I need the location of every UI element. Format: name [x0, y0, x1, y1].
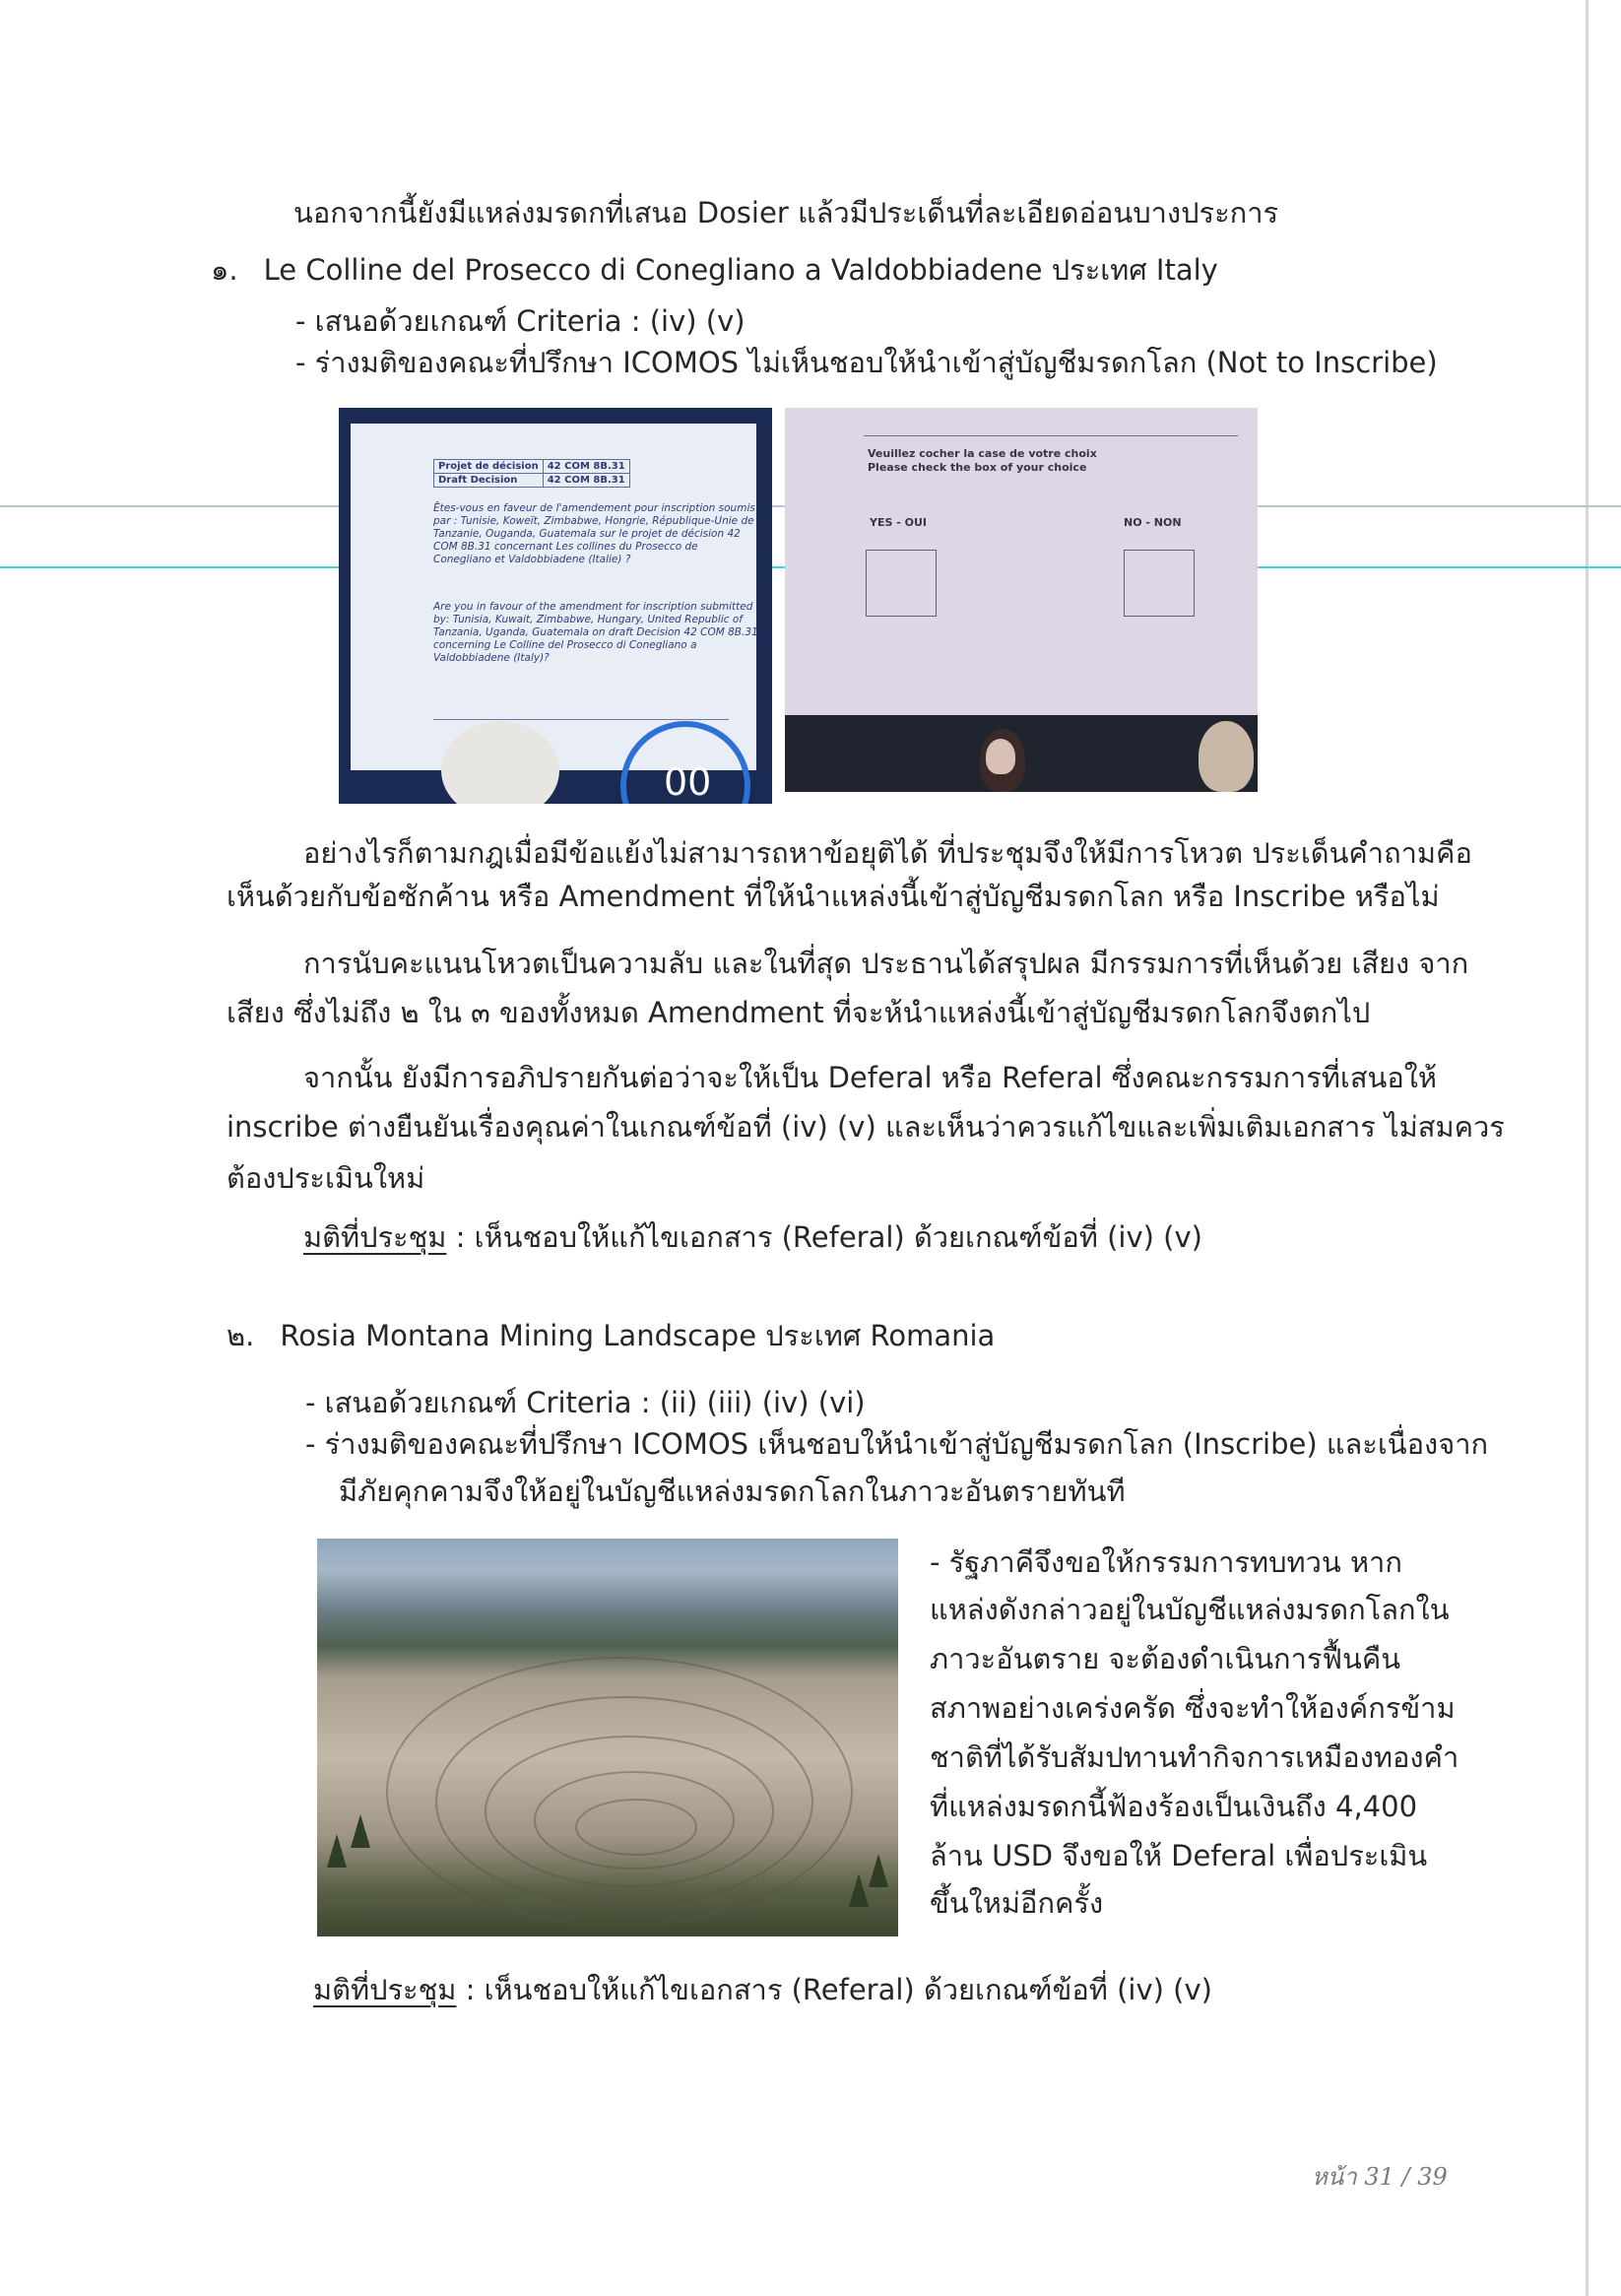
item1-para3-line3: ต้องประเมินใหม่	[227, 1161, 425, 1195]
item2-side-line: - รัฐภาคีจึงขอให้กรรมการทบทวน หาก	[930, 1545, 1402, 1579]
row1-label: Projet de décision	[434, 460, 544, 474]
photo-open-pit-mine	[317, 1539, 898, 1936]
page-edge	[1586, 0, 1589, 2296]
no-checkbox	[1124, 550, 1195, 617]
intro-line: นอกจากนี้ยังมีแหล่งมรดกที่เสนอ Dosier แล้วมีประเด็นที่ละเอียดอ่อนบางประการ	[293, 196, 1279, 230]
tree	[351, 1814, 370, 1848]
item1-para1-line1: อย่างไรก็ตามกฎเมื่อมีข้อแย้งไม่สามารถหาข้อยุติได้ ที่ประชุมจึงให้มีการโหวต ประเด็นคำถามคือ	[303, 836, 1472, 870]
row1-value: 42 COM 8B.31	[543, 460, 629, 474]
draft-decision-table	[433, 459, 630, 488]
tree	[869, 1854, 888, 1887]
person-face	[986, 739, 1015, 774]
item1-number: ๑.	[211, 253, 238, 287]
item2-resolution	[313, 1970, 1212, 2009]
item2-number: ๒.	[227, 1319, 255, 1352]
item2-resolution-text: : เห็นชอบให้แก้ไขเอกสาร (Referal) ด้วยเกณฑ์ข้อที่ (iv) (v)	[456, 1973, 1212, 2006]
item1-criteria: - เสนอด้วยเกณฑ์ Criteria : (iv) (v)	[295, 304, 746, 338]
tree	[327, 1834, 347, 1868]
item1-para2-line1: การนับคะแนนโหวตเป็นความลับ และในที่สุด ประธานได้สรุปผล มีกรรมการที่เห็นด้วย เสียง จาก	[303, 947, 1469, 980]
ballot-instruction-en: Please check the box of your choice	[868, 461, 1087, 474]
photo-draft-decision-screen	[339, 408, 772, 804]
page-number: หน้า 31 / 39	[1312, 2163, 1448, 2191]
projected-screen	[351, 424, 756, 770]
item1-resolution	[303, 1217, 1202, 1257]
item1-para3-line1: จากนั้น ยังมีการอภิปรายกันต่อว่าจะให้เป็น Deferal หรือ Referal ซึ่งคณะกรรมการที่เสนอให้	[303, 1061, 1438, 1094]
item2-resolution-label: มติที่ประชุม	[313, 1973, 457, 2006]
yes-checkbox	[866, 550, 937, 617]
item2-side-line: ขึ้นใหม่อีกครั้ง	[930, 1886, 1104, 1920]
screen-rule	[433, 719, 729, 720]
item1-resolution-text: : เห็นชอบให้แก้ไขเอกสาร (Referal) ด้วยเกณฑ์ข้อที่ (iv) (v)	[446, 1220, 1202, 1254]
item2-side-line: ชาติที่ได้รับสัมปทานทำกิจการเหมืองทองคำ	[930, 1740, 1459, 1774]
item1-icomos: - ร่างมติของคณะที่ปรึกษา ICOMOS ไม่เห็นชอบให้นำเข้าสู่บัญชีมรดกโลก (Not to Inscribe)	[295, 346, 1438, 379]
photo-ballot-screen	[785, 408, 1258, 792]
ballot-instruction-fr: Veuillez cocher la case de votre choix	[868, 447, 1097, 460]
item1-para1-line2: เห็นด้วยกับข้อซักค้าน หรือ Amendment ที่ให้นำแหล่งนี้เข้าสู่บัญชีมรดกโลก หรือ Inscribe หรือไม่	[227, 880, 1440, 913]
item2-title: Rosia Montana Mining Landscape ประเทศ Romania	[280, 1319, 996, 1352]
item2-icomos-line1: - ร่างมติของคณะที่ปรึกษา ICOMOS เห็นชอบให้นำเข้าสู่บัญชีมรดกโลก (Inscribe) และเนื่องจาก	[305, 1427, 1489, 1461]
item2-criteria: - เสนอด้วยเกณฑ์ Criteria : (ii) (iii) (iv) (vi)	[305, 1386, 866, 1419]
no-label: NO - NON	[1124, 516, 1182, 529]
ballot-rule	[864, 435, 1238, 436]
tree	[849, 1873, 869, 1907]
english-question: Are you in favour of the amendment for inscription submitted by: Tunisia, Kuwait, Zimbabwe, Hungary, United Republic of Tanzania, Uganda, Guatemala on draft Decision 42 COM 8B.31 concerning Le Colline del Prosecco di Conegliano a Valdobbiadene (Italy)?	[433, 601, 758, 664]
item2-heading	[227, 1316, 995, 1355]
item1-para3-line2: inscribe ต่างยืนยันเรื่องคุณค่าในเกณฑ์ข้อที่ (iv) (v) และเห็นว่าควรแก้ไขและเพิ่มเติมเอกสาร ไม่สมควร	[227, 1110, 1505, 1144]
item1-para2-line2: เสียง ซึ่งไม่ถึง ๒ ใน ๓ ของทั้งหมด Amendment ที่จะห้นำแหล่งนี้เข้าสู่บัญชีมรดกโลกจึงตกไป	[227, 996, 1371, 1029]
item1-heading	[211, 250, 1218, 290]
item2-side-line: ภาวะอันตราย จะต้องดำเนินการฟื้นคืน	[930, 1642, 1401, 1675]
item2-side-line: สภาพอย่างเคร่งครัด ซึ่งจะทำให้องค์กรข้าม	[930, 1691, 1456, 1725]
item1-resolution-label: มติที่ประชุม	[303, 1220, 447, 1254]
item2-side-line: ที่แหล่งมรดกนี้ฟ้องร้องเป็นเงินถึง 4,400	[930, 1790, 1418, 1823]
row2-label: Draft Decision	[434, 474, 544, 488]
yes-label: YES - OUI	[870, 516, 928, 529]
item2-icomos-line2: มีภัยคุกคามจึงให้อยู่ในบัญชีแหล่งมรดกโลกในภาวะอันตรายทันที	[339, 1475, 1126, 1508]
person-right	[1199, 721, 1254, 792]
pit-terrace	[575, 1799, 697, 1856]
row2-value: 42 COM 8B.31	[543, 474, 629, 488]
item2-side-line: แหล่งดังกล่าวอยู่ในบัญชีแหล่งมรดกโลกใน	[930, 1593, 1450, 1626]
item1-title: Le Colline del Prosecco di Conegliano a Valdobbiadene ประเทศ Italy	[263, 253, 1218, 287]
ballot-screen	[785, 408, 1258, 715]
item2-side-line: ล้าน USD จึงขอให้ Deferal เพื่อประเมิน	[930, 1839, 1428, 1872]
french-question: Êtes-vous en faveur de l'amendement pour inscription soumis par : Tunisie, Koweït, Zimbabwe, Hongrie, République-Unie de Tanzanie, Ouganda, Guatemala sur le projet de décision 42 COM 8B.31 concernant Les collines du Prosecco de Conegliano et Valdobbiadene (Italie) ?	[433, 502, 755, 565]
vote-counter: 00	[664, 760, 712, 804]
